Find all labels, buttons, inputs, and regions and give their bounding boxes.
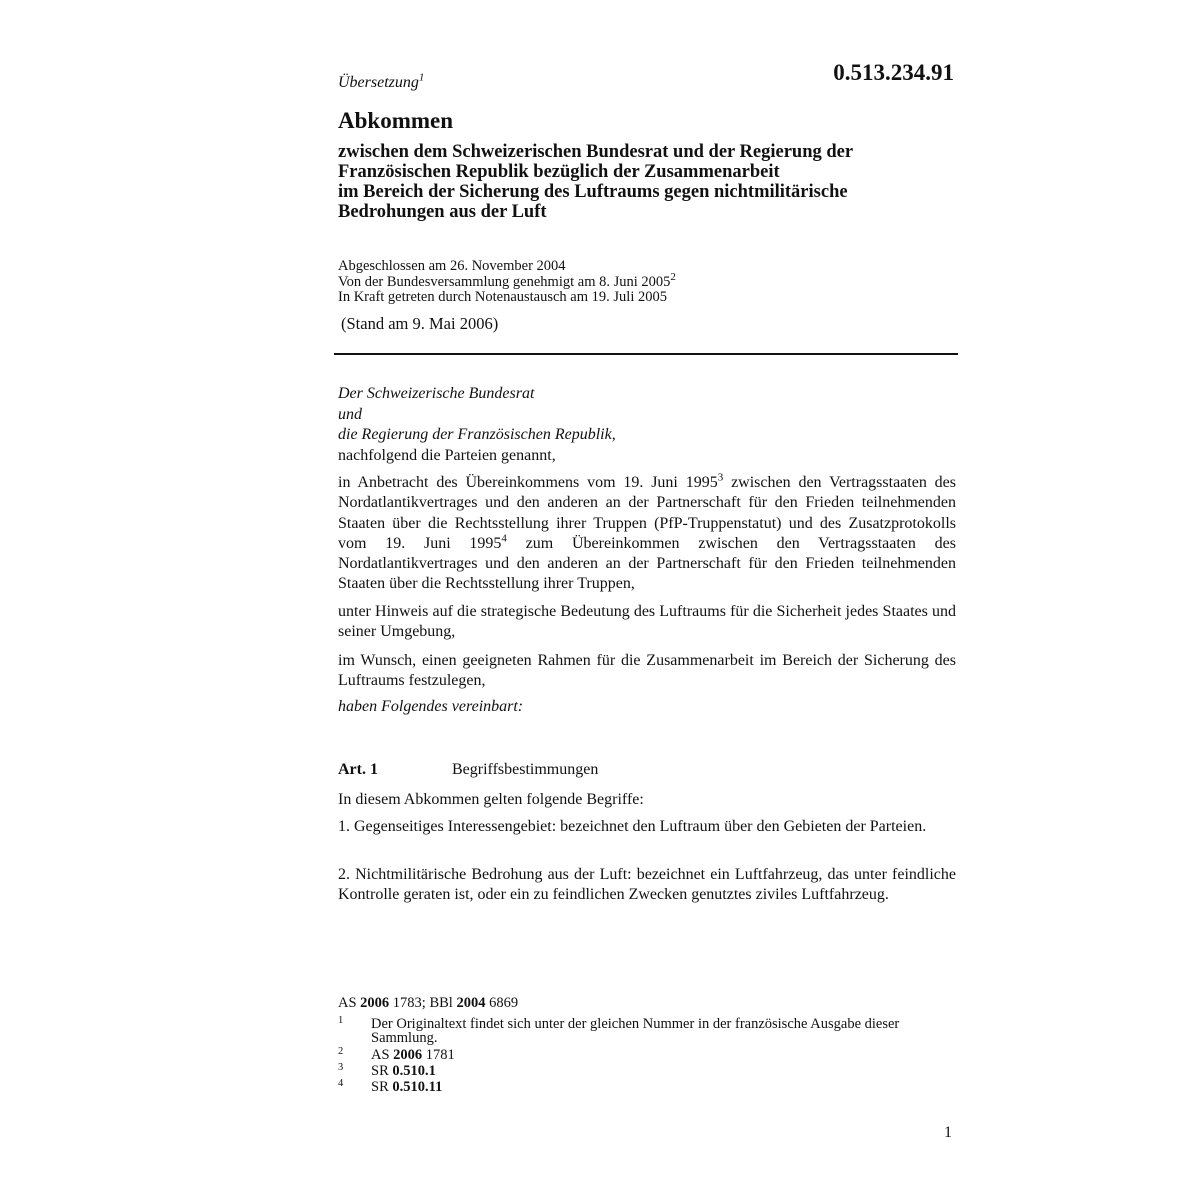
concluded-date: Abgeschlossen am 26. November 2004 [338,258,566,274]
conjunction: und [338,405,362,423]
footnote-ref[interactable]: 4 [501,532,507,545]
definition-item-2: 2. Nichtmilitärische Bedrohung aus der Luft: bezeichnet ein Luftfahrzeug, das unter feindliche Kontrolle geraten ist, oder ein zu feindlichen Zwecken genutztes ziviles Luftfahrzeug. [338,866,956,904]
preamble-paragraph-1: in Anbetracht des Übereinkommens vom 19. Juni 1995$^3$ zwischen den Vertragsstaaten des Nordatlantikvertrages und den anderen an der Partnerschaft für den Frieden teilnehmenden Staaten über die Rechtsstellung ihrer Truppen (PfP-Truppenstatut) und des Zusatzprotokolls vom 19. Juni 1995$^4$ zum Übereinkommen zwischen den Vertragsstaaten des Nordatlantikvertrages und den anderen an der Partnerschaft für den Frieden teilnehmenden Staaten über die Rechtsstellung ihrer Truppen, [338,471,957,593]
preamble-paragraph-2: unter Hinweis auf die strategische Bedeutung des Luftraums für die Sicherheit jedes Staates und seiner Umgebung, [338,603,956,641]
footnote-ref[interactable]: 2 [670,270,676,283]
sr-number: 0.513.234.91 [833,60,954,85]
document-title: Abkommen [338,108,454,133]
source-reference: AS 2006 1783; BBl 2004 6869 [338,995,519,1011]
footnote-text: SR 0.510.11 [371,1079,443,1095]
document-metadata [338,259,958,306]
footnote-number: 4 [338,1078,344,1089]
subtitle-line: zwischen dem Schweizerischen Bundesrat und der Regierung der [338,142,854,162]
in-force-date: In Kraft getreten durch Notenaustausch am 19. Juli 2005 [338,289,667,305]
preamble-paragraph-3: im Wunsch, einen geeigneten Rahmen für die Zusammenarbeit im Bereich der Sicherung des Luftraums festzulegen, [338,652,956,690]
footnote-text: Der Originaltext findet sich unter der gleichen Nummer in der französische Ausgabe dieser Sammlung. [371,1016,900,1046]
status-date: (Stand am 9. Mai 2006) [341,314,499,333]
parties-called: nachfolgend die Parteien genannt, [338,446,556,464]
party-france: die Regierung der Französischen Republik, [338,426,616,443]
translation-label: Übersetzung$^1$ [338,71,425,91]
footnote-ref[interactable]: 1 [418,71,425,84]
subtitle-line: im Bereich der Sicherung des Luftraums gegen nichtmilitärische [338,182,848,202]
party-swiss: Der Schweizerische Bundesrat [338,385,535,402]
header-divider [334,353,958,355]
footnote-text: AS 2006 1781 [371,1047,455,1063]
subtitle-line: Bedrohungen aus der Luft [338,202,547,222]
footnote-number: 1 [338,1015,344,1026]
article-number: Art. 1 [338,761,378,778]
page-number: 1 [944,1124,952,1141]
footnote-number: 3 [338,1062,344,1073]
article-title: Begriffsbestimmungen [452,761,599,778]
article-heading [338,761,598,779]
footnote-number: 2 [338,1046,344,1057]
document-subtitle [338,142,958,222]
definition-item-1: 1. Gegenseitiges Interessengebiet: bezeichnet den Luftraum über den Gebieten der Parteien. [338,818,927,835]
footnote-text: SR 0.510.1 [371,1063,436,1079]
preamble-agreed: haben Folgendes vereinbart: [338,698,524,715]
footnote-ref[interactable]: 3 [717,471,724,484]
subtitle-line: Französischen Republik bezüglich der Zusammenarbeit [338,162,780,182]
preamble-parties [338,384,956,466]
article-intro: In diesem Abkommen gelten folgende Begriffe: [338,791,644,808]
approval-date: Von der Bundesversammlung genehmigt am 8. Juni 2005$^2$ [338,270,676,290]
